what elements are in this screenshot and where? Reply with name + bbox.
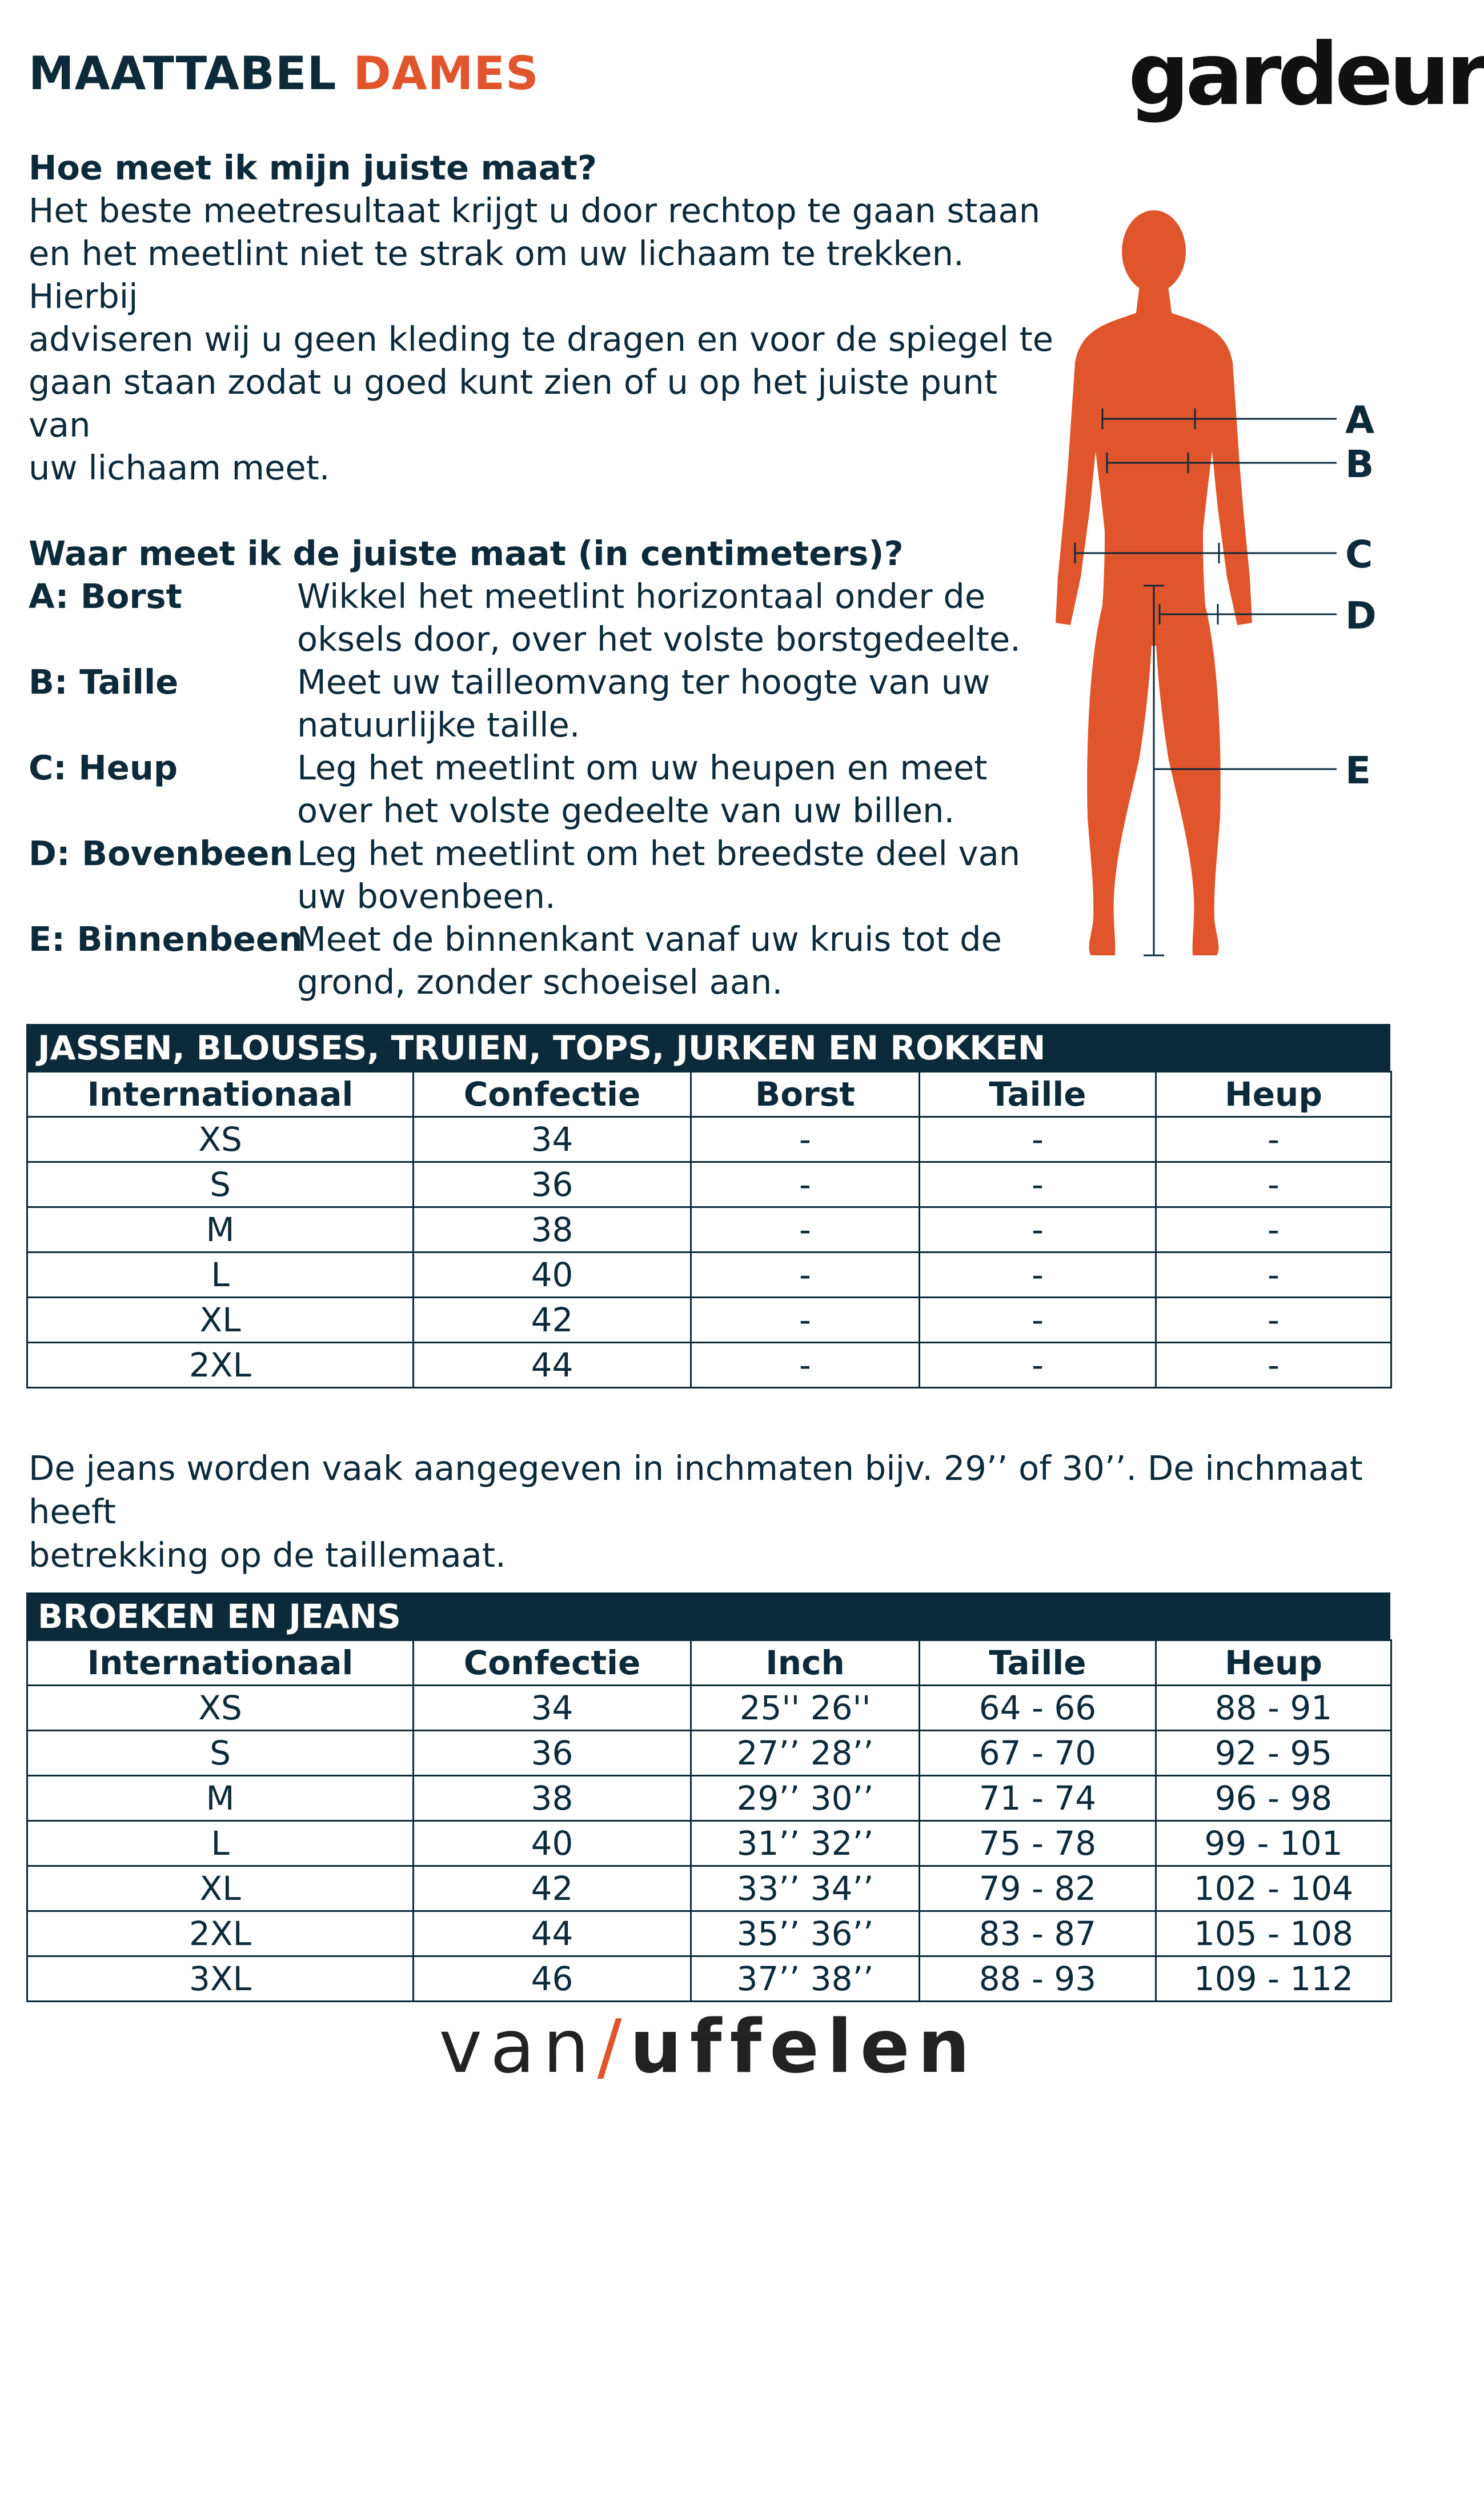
title-main: MAATTABEL xyxy=(29,47,337,100)
size-table-tops xyxy=(26,1024,1390,1388)
table-row: S 36 - - - xyxy=(27,1162,1391,1207)
measurement-text: Leg het meetlint om het breedste deel van uw bovenbeen. xyxy=(297,834,1021,916)
intro-section xyxy=(29,146,1057,1003)
measurement-item xyxy=(29,918,1057,1003)
measurement-text: Wikkel het meetlint horizontaal onder de oksels door, over het volste borstgedeelte. xyxy=(297,577,1021,659)
measurement-text: Leg het meetlint om uw heupen en meet over het volste gedeelte van uw billen. xyxy=(297,748,988,830)
size-table-jeans xyxy=(26,1592,1390,2002)
col-header: Taille xyxy=(920,1640,1156,1686)
size-grid xyxy=(26,1071,1392,1388)
label-b: B xyxy=(1345,442,1374,486)
col-header: Taille xyxy=(920,1072,1156,1117)
measurement-item xyxy=(29,746,1057,832)
col-header: Inch xyxy=(691,1640,920,1686)
intro-line: Het beste meetresultaat krijgt u door rechtop te gaan staan xyxy=(29,191,1041,230)
table-row: XS 34 25'' 26'' 64 - 66 88 - 91 xyxy=(27,1686,1391,1731)
intro-line: uw lichaam meet. xyxy=(29,448,330,487)
table-row: XL 42 - - - xyxy=(27,1298,1391,1343)
table-row: XL 42 33’’ 34’’ 79 - 82 102 - 104 xyxy=(27,1866,1391,1911)
measurement-label: A: Borst xyxy=(29,577,182,616)
table-row: 3XL 46 37’’ 38’’ 88 - 93 109 - 112 xyxy=(27,1956,1391,2002)
page-title xyxy=(29,47,539,100)
col-header: Heup xyxy=(1156,1072,1391,1117)
col-header: Confectie xyxy=(414,1072,691,1117)
measurement-label: B: Taille xyxy=(29,662,179,702)
label-c: C xyxy=(1345,533,1373,577)
measurement-text: Meet uw tailleomvang ter hoogte van uw natuurlijke taille. xyxy=(297,662,990,745)
measurement-label: D: Bovenbeen xyxy=(29,834,294,873)
table-title: JASSEN, BLOUSES, TRUIEN, TOPS, JURKEN EN ROKKEN xyxy=(26,1024,1390,1071)
question-heading-1: Hoe meet ik mijn juiste maat? xyxy=(29,148,597,187)
question-heading-2: Waar meet ik de juiste maat (in centimeters)? xyxy=(29,534,904,573)
measurement-item xyxy=(29,661,1057,746)
measurement-text: Meet de binnenkant vanaf uw kruis tot de grond, zonder schoeisel aan. xyxy=(297,919,1002,1002)
table-row: M 38 - - - xyxy=(27,1207,1391,1252)
col-header: Heup xyxy=(1156,1640,1391,1686)
label-e: E xyxy=(1345,749,1371,793)
label-d: D xyxy=(1345,594,1377,638)
table-row: 2XL 44 - - - xyxy=(27,1343,1391,1388)
intro-line: en het meetlint niet te strak om uw lichaam te trekken. Hierbij xyxy=(29,234,964,316)
measurement-label: C: Heup xyxy=(29,748,178,787)
table-title: BROEKEN EN JEANS xyxy=(26,1592,1390,1639)
measure-labels xyxy=(1345,398,1377,793)
title-accent: DAMES xyxy=(353,47,539,100)
table-row: S 36 27’’ 28’’ 67 - 70 92 - 95 xyxy=(27,1731,1391,1776)
col-header: Confectie xyxy=(414,1640,691,1686)
table-row: L 40 31’’ 32’’ 75 - 78 99 - 101 xyxy=(27,1821,1391,1866)
measurement-item xyxy=(29,832,1057,918)
van-uffelen-logo: van/uffelen xyxy=(439,2004,978,2090)
jeans-note: De jeans worden vaak aangegeven in inchmaten bijv. 29’’ of 30’’. De inchmaat heeft betrekking op de taillemaat. xyxy=(29,1448,1363,1575)
size-grid xyxy=(26,1639,1392,2002)
table-row: XS 34 - - - xyxy=(27,1117,1391,1162)
table-header-row xyxy=(27,1640,1391,1686)
body-figure-illustration xyxy=(1045,211,1388,966)
col-header: Internationaal xyxy=(27,1072,414,1117)
col-header: Internationaal xyxy=(27,1640,414,1686)
intro-line: adviseren wij u geen kleding te dragen en voor de spiegel te xyxy=(29,319,1054,359)
measurement-label: E: Binnenbeen xyxy=(29,919,303,959)
intro-line: gaan staan zodat u goed kunt zien of u op het juiste punt van xyxy=(29,362,997,445)
measurement-item xyxy=(29,575,1057,661)
table-row: L 40 - - - xyxy=(27,1252,1391,1298)
label-a: A xyxy=(1345,398,1375,442)
table-row: 2XL 44 35’’ 36’’ 83 - 87 105 - 108 xyxy=(27,1911,1391,1956)
col-header: Borst xyxy=(691,1072,920,1117)
table-header-row xyxy=(27,1072,1391,1117)
gardeur-logo: gardeur xyxy=(1128,25,1484,125)
table-row: M 38 29’’ 30’’ 71 - 74 96 - 98 xyxy=(27,1776,1391,1821)
